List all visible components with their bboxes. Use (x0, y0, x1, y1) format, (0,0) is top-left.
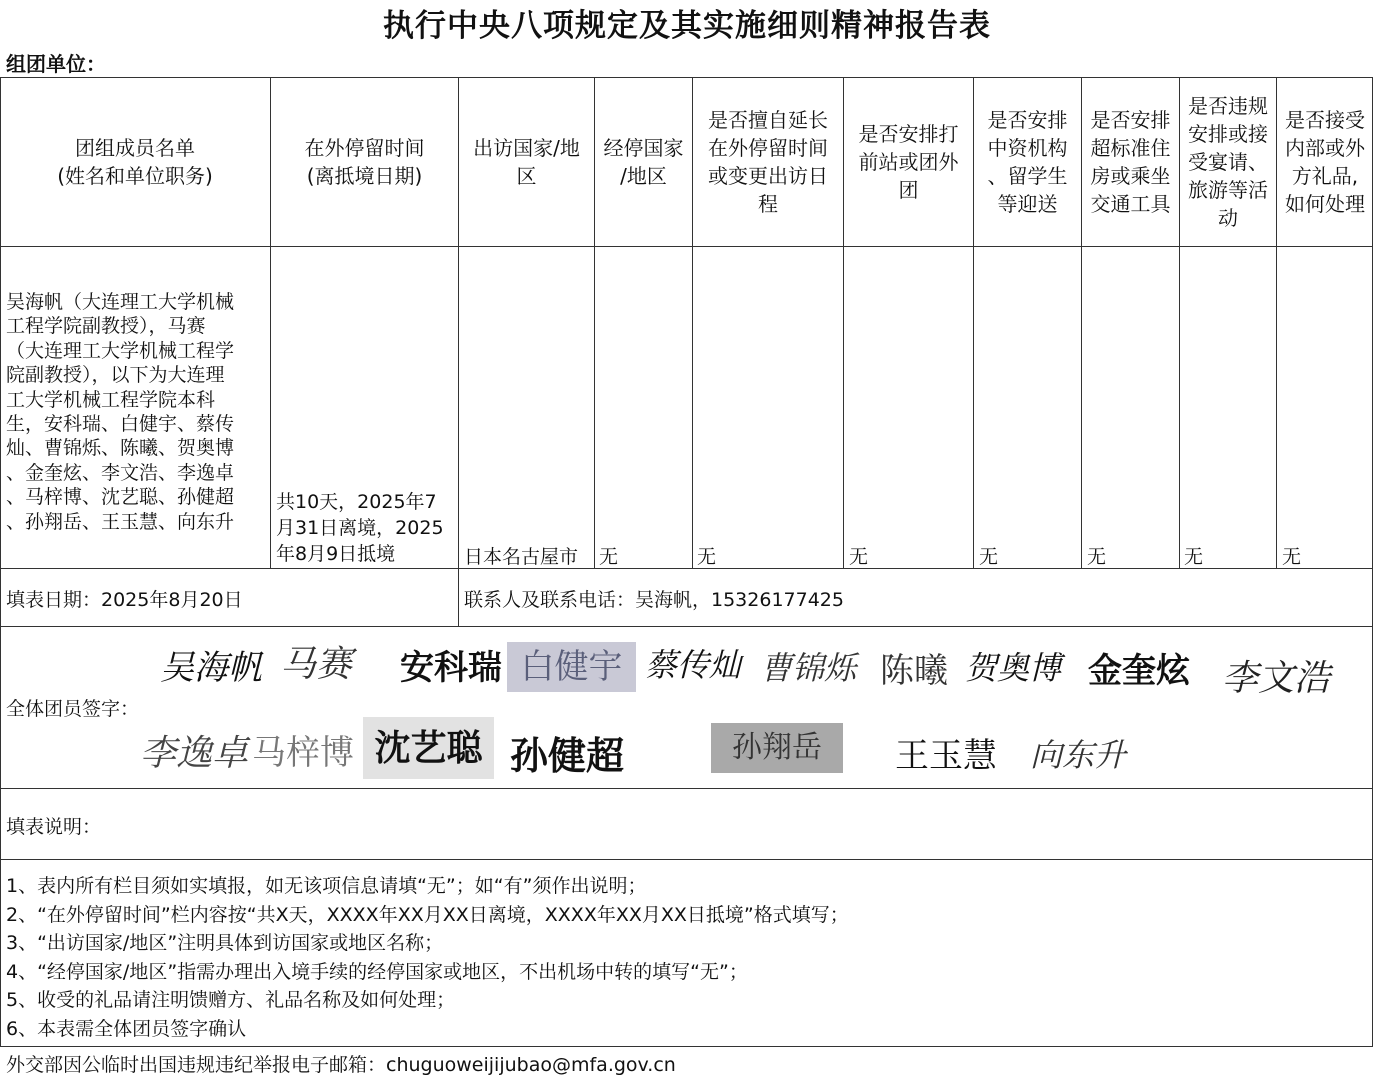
header-transit: 经停国家 /地区 (603, 136, 684, 188)
divider (0, 626, 1373, 627)
signature-wu-haifan: 吴海帆 (160, 648, 262, 688)
housing-cell: 无 (1087, 546, 1107, 568)
signature-an-kerui: 安科瑞 (400, 648, 502, 688)
header-country: 出访国家/地 区 (473, 136, 580, 188)
signature-shen-yicong: 沈艺聪 (363, 717, 494, 779)
signature-xiang-dongsheng: 向东升 (1030, 736, 1127, 774)
note-item: 6、本表需全体团员签字确认 (6, 1017, 247, 1040)
notes-list (6, 872, 849, 1043)
header-members: 团组成员名单 (姓名和单位职务) (57, 136, 213, 188)
signature-jin-kuixuan: 金奎炫 (1088, 651, 1190, 691)
header-duration: 在外停留时间 (离抵境日期) (304, 136, 425, 188)
signature-he-aobo: 贺奥博 (965, 649, 1062, 687)
contact-info: 联系人及联系电话：吴海帆，15326177425 (464, 589, 844, 611)
divider (0, 246, 1373, 247)
signature-wang-yuhui: 王玉慧 (895, 736, 997, 776)
divider (0, 568, 1373, 569)
header-advance-team: 是否安排打 前站或团外 团 (858, 122, 959, 202)
extend-cell: 无 (697, 546, 717, 568)
advance-team-cell: 无 (849, 546, 869, 568)
divider (0, 859, 1373, 860)
signature-li-yizhuo: 李逸卓 (140, 733, 249, 774)
header-extend: 是否擅自延长 在外停留时间 或变更出访日 程 (708, 108, 828, 216)
signature-sun-xiangyue: 孙翔岳 (711, 723, 843, 773)
report-email-footer: 外交部因公临时出国违规违纪举报电子邮箱：chuguoweijijubao@mfa.gov.cn (6, 1054, 676, 1076)
members-cell: 吴海帆（大连理工大学机械 工程学院副教授），马赛 （大连理工大学机械工程学 院副教授），以下为大连理 工大学机械工程学院本科 生，安科瑞、白健宇、蔡传 灿、曹锦烁、陈曦、贺奥博 、金奎炫、李文浩、李逸卓 、马梓博、沈艺聪、孙健超 、孙翔岳、王玉慧、向东升 (6, 291, 235, 533)
header-welcome: 是否安排 中资机构 、留学生 等迎送 (987, 108, 1068, 216)
signature-cao-jinshuo: 曹锦烁 (760, 649, 857, 687)
note-item: 2、“在外停留时间”栏内容按“共X天，XXXX年XX月XX日离境，XXXX年XX月XX日抵境”格式填写； (6, 903, 849, 926)
fill-date: 填表日期：2025年8月20日 (6, 589, 243, 611)
organizing-unit-label: 组团单位： (6, 52, 106, 76)
note-item: 4、“经停国家/地区”指需办理出入境手续的经停国家或地区，不出机场中转的填写“无”； (6, 960, 748, 983)
signature-sun-jianchao: 孙健超 (510, 733, 625, 778)
header-banquet: 是否违规 安排或接 受宴请、 旅游等活 动 (1188, 94, 1268, 230)
signature-ma-sai: 马赛 (280, 644, 353, 685)
divider (0, 788, 1373, 789)
signature-cai-chuancan: 蔡传灿 (645, 646, 742, 684)
signature-ma-zibo: 马梓博 (252, 733, 354, 773)
notes-label: 填表说明： (6, 816, 102, 838)
note-item: 1、表内所有栏目须如实填报，如无该项信息请填“无”；如“有”须作出说明； (6, 875, 647, 897)
welcome-cell: 无 (979, 546, 999, 568)
signature-chen-xi: 陈曦 (880, 651, 948, 691)
signature-bai-jianyu: 白健宇 (507, 642, 636, 692)
header-gifts: 是否接受 内部或外 方礼品, 如何处理 (1285, 108, 1365, 216)
banquet-cell: 无 (1184, 546, 1204, 568)
signature-li-wenhao: 李文浩 (1222, 658, 1331, 699)
country-cell: 日本名古屋市 (464, 546, 579, 568)
gifts-cell: 无 (1282, 546, 1302, 568)
header-housing: 是否安排 超标准住 房或乘坐 交通工具 (1090, 108, 1171, 216)
page-title: 执行中央八项规定及其实施细则精神报告表 (383, 8, 991, 44)
note-item: 3、“出访国家/地区”注明具体到访国家或地区名称； (6, 932, 444, 954)
transit-cell: 无 (599, 546, 619, 568)
note-item: 5、收受的礼品请注明馈赠方、礼品名称及如何处理； (6, 989, 456, 1011)
duration-cell: 共10天，2025年7 月31日离境，2025 年8月9日抵境 (276, 491, 444, 565)
signature-label: 全体团员签字： (6, 698, 140, 720)
